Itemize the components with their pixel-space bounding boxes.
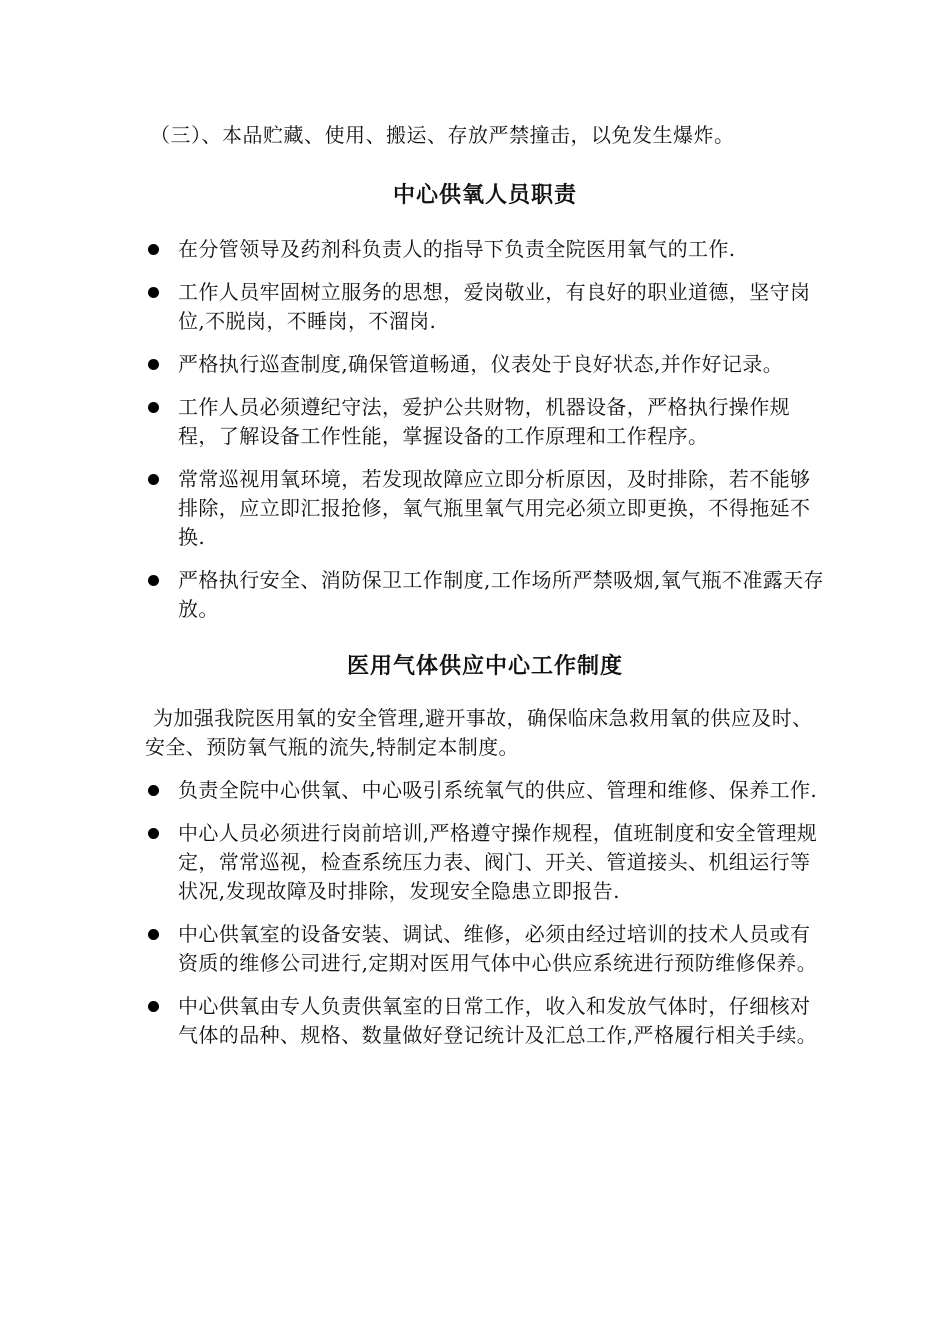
bullet-icon bbox=[148, 287, 159, 298]
list-item-text: 中心供氧室的设备安装、调试、维修，必须由经过培训的技术人员或有资质的维修公司进行,定期对医用气体中心供应系统进行预防维修保养。 bbox=[178, 922, 818, 975]
list-item bbox=[145, 235, 825, 264]
list-item-text: 负责全院中心供氧、中心吸引系统氧气的供应、管理和维修、保养工作. bbox=[178, 778, 818, 802]
bullet-icon bbox=[148, 402, 159, 413]
document-page bbox=[145, 120, 825, 1050]
duties-list bbox=[145, 235, 825, 624]
list-item bbox=[145, 776, 825, 805]
list-item-text: 严格执行巡查制度,确保管道畅通，仪表处于良好状态,并作好记录。 bbox=[178, 352, 784, 376]
bullet-icon bbox=[148, 244, 159, 255]
bullet-icon bbox=[148, 828, 159, 839]
intro-line: （三）、本品贮藏、使用、搬运、存放严禁撞击，以免发生爆炸。 bbox=[150, 123, 735, 147]
list-item-text: 严格执行安全、消防保卫工作制度,工作场所严禁吸烟,氧气瓶不准露天存放。 bbox=[178, 568, 824, 621]
list-item bbox=[145, 992, 825, 1050]
list-item bbox=[145, 465, 825, 552]
bullet-icon bbox=[148, 359, 159, 370]
list-item-text: 中心供氧由专人负责供氧室的日常工作，收入和发放气体时，仔细核对气体的品种、规格、数量做好登记统计及汇总工作,严格履行相关手续。 bbox=[178, 994, 818, 1047]
section-title-medical-gas-center-rules: 医用气体供应中心工作制度 bbox=[346, 654, 623, 679]
bullet-icon bbox=[148, 929, 159, 940]
list-item-text: 在分管领导及药剂科负责人的指导下负责全院医用氧气的工作. bbox=[178, 237, 736, 261]
list-item bbox=[145, 350, 825, 379]
list-item bbox=[145, 819, 825, 906]
bullet-icon bbox=[148, 474, 159, 485]
list-item-text: 常常巡视用氧环境，若发现故障应立即分析原因，及时排除，若不能够排除，应立即汇报抢修，氧气瓶里氧气用完必须立即更换，不得拖延不换. bbox=[178, 467, 811, 549]
bullet-icon bbox=[148, 575, 159, 586]
rules-list bbox=[145, 776, 825, 1050]
bullet-icon bbox=[148, 1001, 159, 1012]
list-item bbox=[145, 920, 825, 978]
list-item-text: 工作人员必须遵纪守法，爱护公共财物，机器设备，严格执行操作规程，了解设备工作性能，掌握设备的工作原理和工作程序。 bbox=[178, 395, 790, 448]
list-item bbox=[145, 278, 825, 336]
list-item-text: 中心人员必须进行岗前培训,严格遵守操作规程，值班制度和安全管理规定，常常巡视，检查系统压力表、阀门、开关、管道接头、机组运行等状况,发现故障及时排除，发现安全隐患立即报告. bbox=[178, 821, 818, 903]
list-item bbox=[145, 393, 825, 451]
bullet-icon bbox=[148, 785, 159, 796]
list-item-text: 工作人员牢固树立服务的思想，爱岗敬业，有良好的职业道德，坚守岗位,不脱岗，不睡岗，不溜岗. bbox=[178, 280, 811, 333]
section-intro-paragraph: 为加强我院医用氧的安全管理,避开事故，确保临床急救用氧的供应及时、安全、预防氧气瓶的流失,特制定本制度。 bbox=[145, 706, 813, 759]
list-item bbox=[145, 566, 825, 624]
section-title-oxygen-staff-duties: 中心供氧人员职责 bbox=[392, 183, 577, 208]
